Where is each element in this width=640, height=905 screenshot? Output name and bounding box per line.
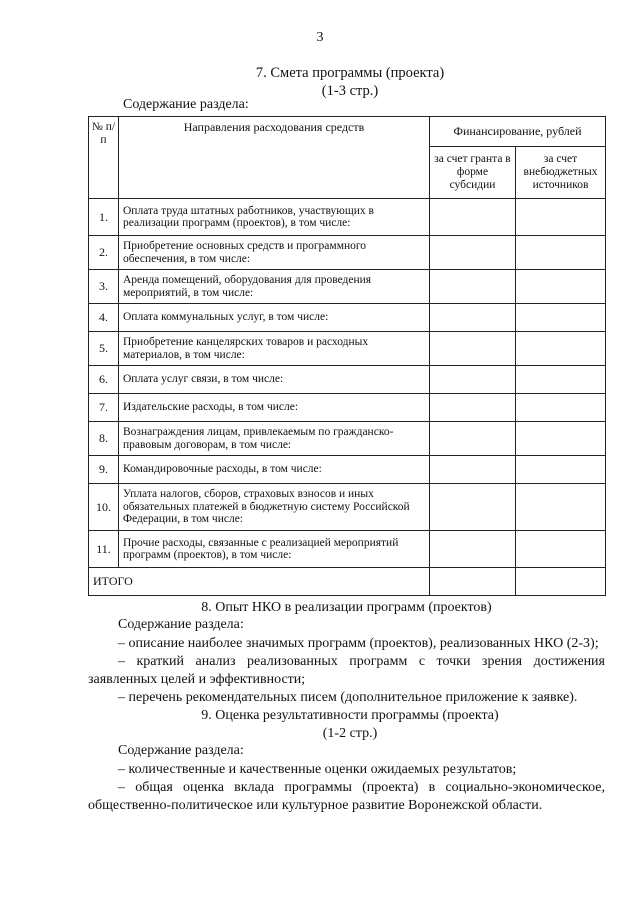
table-row — [89, 304, 606, 332]
offbudget-cell — [516, 236, 606, 270]
section-7-pages: (1-3 стр.) — [321, 83, 379, 99]
table-row — [89, 422, 606, 456]
section-7-heading — [60, 64, 640, 100]
total-label: ИТОГО — [89, 568, 430, 596]
section-8-item-2-line-2: заявленных целей и эффективности; — [88, 672, 306, 687]
table-row — [89, 236, 606, 270]
row-number: 3. — [89, 270, 119, 304]
row-text: Уплата налогов, сборов, страховых взносов и иных обязательных платежей в бюджетную систему Российской Федерации, в том числе: — [119, 484, 430, 531]
row-text: Оплата труда штатных работников, участвующих в реализации программ (проектов), в том числе: — [119, 199, 430, 236]
table-row — [89, 484, 606, 531]
row-text: Издательские расходы, в том числе: — [119, 394, 430, 422]
grant-cell — [430, 366, 516, 394]
offbudget-cell — [516, 270, 606, 304]
table-row — [89, 394, 606, 422]
grant-cell — [430, 304, 516, 332]
section-9-pages: (1-2 стр.) — [322, 726, 378, 741]
row-number: 5. — [89, 332, 119, 366]
table-row — [89, 366, 606, 394]
row-number: 8. — [89, 422, 119, 456]
offbudget-cell — [516, 366, 606, 394]
grant-cell — [430, 394, 516, 422]
section-8-item-3: – перечень рекомендательных писем (дополнительное приложение к заявке). — [118, 690, 578, 705]
section-7-title: 7. Смета программы (проекта) — [255, 65, 445, 81]
grant-cell — [430, 568, 516, 596]
row-text: Оплата коммунальных услуг, в том числе: — [119, 304, 430, 332]
page-number: 3 — [316, 30, 324, 45]
row-number: 9. — [89, 456, 119, 484]
row-number: 10. — [89, 484, 119, 531]
offbudget-cell — [516, 304, 606, 332]
header-financing: Финансирование, рублей — [430, 117, 606, 147]
header-direction: Направления расходования средств — [119, 117, 430, 199]
table-row — [89, 199, 606, 236]
offbudget-cell — [516, 531, 606, 568]
grant-cell — [430, 199, 516, 236]
offbudget-cell — [516, 199, 606, 236]
row-text: Вознаграждения лицам, привлекаемым по гражданско-правовым договорам, в том числе: — [119, 422, 430, 456]
header-offbudget: за счет внебюджетных источников — [516, 147, 606, 199]
budget-table — [88, 116, 606, 596]
section-9-content-label: Содержание раздела: — [118, 743, 244, 758]
grant-cell — [430, 531, 516, 568]
table-row — [89, 270, 606, 304]
table-header-row — [89, 117, 606, 147]
section-7-content-label: Содержание раздела: — [123, 97, 249, 112]
grant-cell — [430, 422, 516, 456]
grant-cell — [430, 332, 516, 366]
row-text: Командировочные расходы, в том числе: — [119, 456, 430, 484]
section-8-item-1: – описание наиболее значимых программ (проектов), реализованных НКО (2-3); — [118, 636, 599, 651]
offbudget-cell — [516, 484, 606, 531]
row-number: 6. — [89, 366, 119, 394]
row-text: Прочие расходы, связанные с реализацией мероприятий программ (проектов), в том числе: — [119, 531, 430, 568]
grant-cell — [430, 270, 516, 304]
row-number: 4. — [89, 304, 119, 332]
grant-cell — [430, 484, 516, 531]
table-row — [89, 531, 606, 568]
row-number: 7. — [89, 394, 119, 422]
offbudget-cell — [516, 394, 606, 422]
section-8-title: 8. Опыт НКО в реализации программ (проектов) — [201, 600, 492, 615]
table-row — [89, 332, 606, 366]
section-9-title: 9. Оценка результативности программы (проекта) — [201, 708, 499, 723]
table-row — [89, 456, 606, 484]
section-9-item-2-line-1: – общая оценка вклада программы (проекта) в социально-экономическое, — [118, 780, 605, 795]
row-text: Приобретение канцелярских товаров и расходных материалов, в том числе: — [119, 332, 430, 366]
section-9-item-1: – количественные и качественные оценки ожидаемых результатов; — [118, 762, 517, 777]
row-text: Аренда помещений, оборудования для проведения мероприятий, в том числе: — [119, 270, 430, 304]
row-text: Приобретение основных средств и программного обеспечения, в том числе: — [119, 236, 430, 270]
row-number: 1. — [89, 199, 119, 236]
header-grant: за счет гранта в форме субсидии — [430, 147, 516, 199]
grant-cell — [430, 236, 516, 270]
offbudget-cell — [516, 456, 606, 484]
offbudget-cell — [516, 568, 606, 596]
grant-cell — [430, 456, 516, 484]
offbudget-cell — [516, 422, 606, 456]
offbudget-cell — [516, 332, 606, 366]
section-9-item-2-line-2: общественно-политическое или культурное развитие Воронежской области. — [88, 798, 543, 813]
section-8-item-2-line-1: – краткий анализ реализованных программ с точки зрения достижения — [118, 654, 605, 669]
table-total-row — [89, 568, 606, 596]
header-num: № п/п — [89, 117, 119, 199]
row-number: 11. — [89, 531, 119, 568]
row-number: 2. — [89, 236, 119, 270]
section-8-content-label: Содержание раздела: — [118, 617, 244, 632]
row-text: Оплата услуг связи, в том числе: — [119, 366, 430, 394]
